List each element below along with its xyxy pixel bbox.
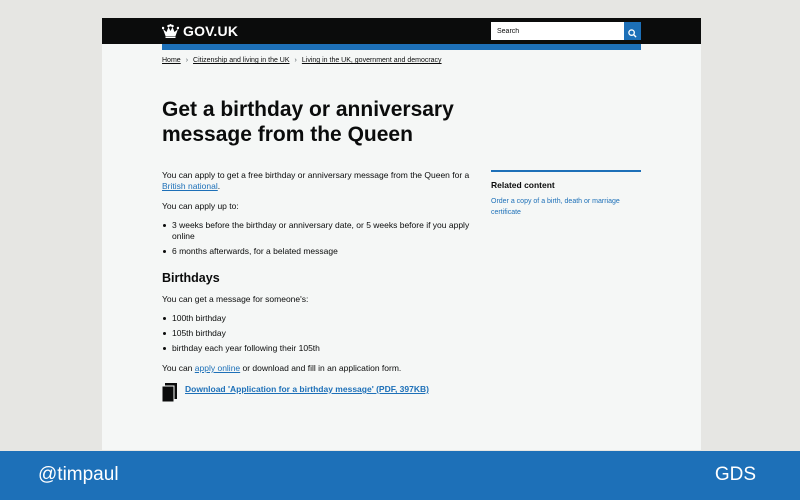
breadcrumb <box>162 57 442 64</box>
british-national-link[interactable]: British national <box>162 181 218 191</box>
related-content-heading: Related content <box>491 180 555 190</box>
search-input[interactable] <box>491 22 624 40</box>
intro-end: . <box>217 181 221 191</box>
apply-online-pre: You can <box>162 363 195 373</box>
list-item: 6 months afterwards, for a belated message <box>162 246 472 257</box>
search-icon <box>628 29 637 38</box>
breadcrumb-living-in-uk[interactable]: Living in the UK, government and democracy <box>301 57 442 64</box>
apply-list <box>162 220 472 257</box>
birthday-list <box>162 313 472 354</box>
list-item: birthday each year following their 105th <box>162 343 472 354</box>
twitter-handle: @timpaul <box>38 464 119 485</box>
related-link-certificate[interactable]: Order a copy of a birth, death or marriage certificate <box>491 198 620 216</box>
list-item: 100th birthday <box>162 313 472 324</box>
apply-online-post: or download and fill in an application form. <box>240 363 402 373</box>
download-pdf-link[interactable]: Download 'Application for a birthday message' (PDF, 397KB) <box>185 384 429 394</box>
apply-up-to-text: You can apply up to: <box>162 201 239 211</box>
birthdays-intro: You can get a message for someone's: <box>162 294 309 304</box>
chevron-right-icon: › <box>185 57 189 64</box>
intro-paragraph <box>162 170 472 192</box>
related-content <box>491 170 641 218</box>
birthdays-heading: Birthdays <box>162 271 220 285</box>
main-content <box>162 170 472 402</box>
slide-footer <box>0 451 800 500</box>
breadcrumb-citizenship[interactable]: Citizenship and living in the UK <box>193 57 290 64</box>
org-name: GDS <box>714 464 756 485</box>
govuk-header <box>102 18 701 44</box>
breadcrumb-home[interactable]: Home <box>162 57 181 64</box>
apply-online-paragraph <box>162 363 472 374</box>
browser-page <box>102 18 701 450</box>
govuk-brand-text: GOV.UK <box>183 23 239 39</box>
page-title: Get a birthday or anniversary message from the Queen <box>162 98 454 146</box>
document-icon <box>162 383 177 402</box>
intro-text: You can apply to get a free birthday or anniversary message from the Queen for a <box>162 170 470 180</box>
chevron-right-icon: › <box>294 57 297 64</box>
list-item: 105th birthday <box>162 328 472 339</box>
download-attachment <box>162 383 472 402</box>
header-blue-bar <box>162 44 641 50</box>
govuk-logo-link[interactable] <box>162 23 238 39</box>
apply-online-link[interactable]: apply online <box>194 363 241 373</box>
crown-icon <box>162 24 179 38</box>
search-button[interactable] <box>624 22 641 40</box>
list-item: 3 weeks before the birthday or anniversary date, or 5 weeks before if you apply online <box>162 220 472 242</box>
